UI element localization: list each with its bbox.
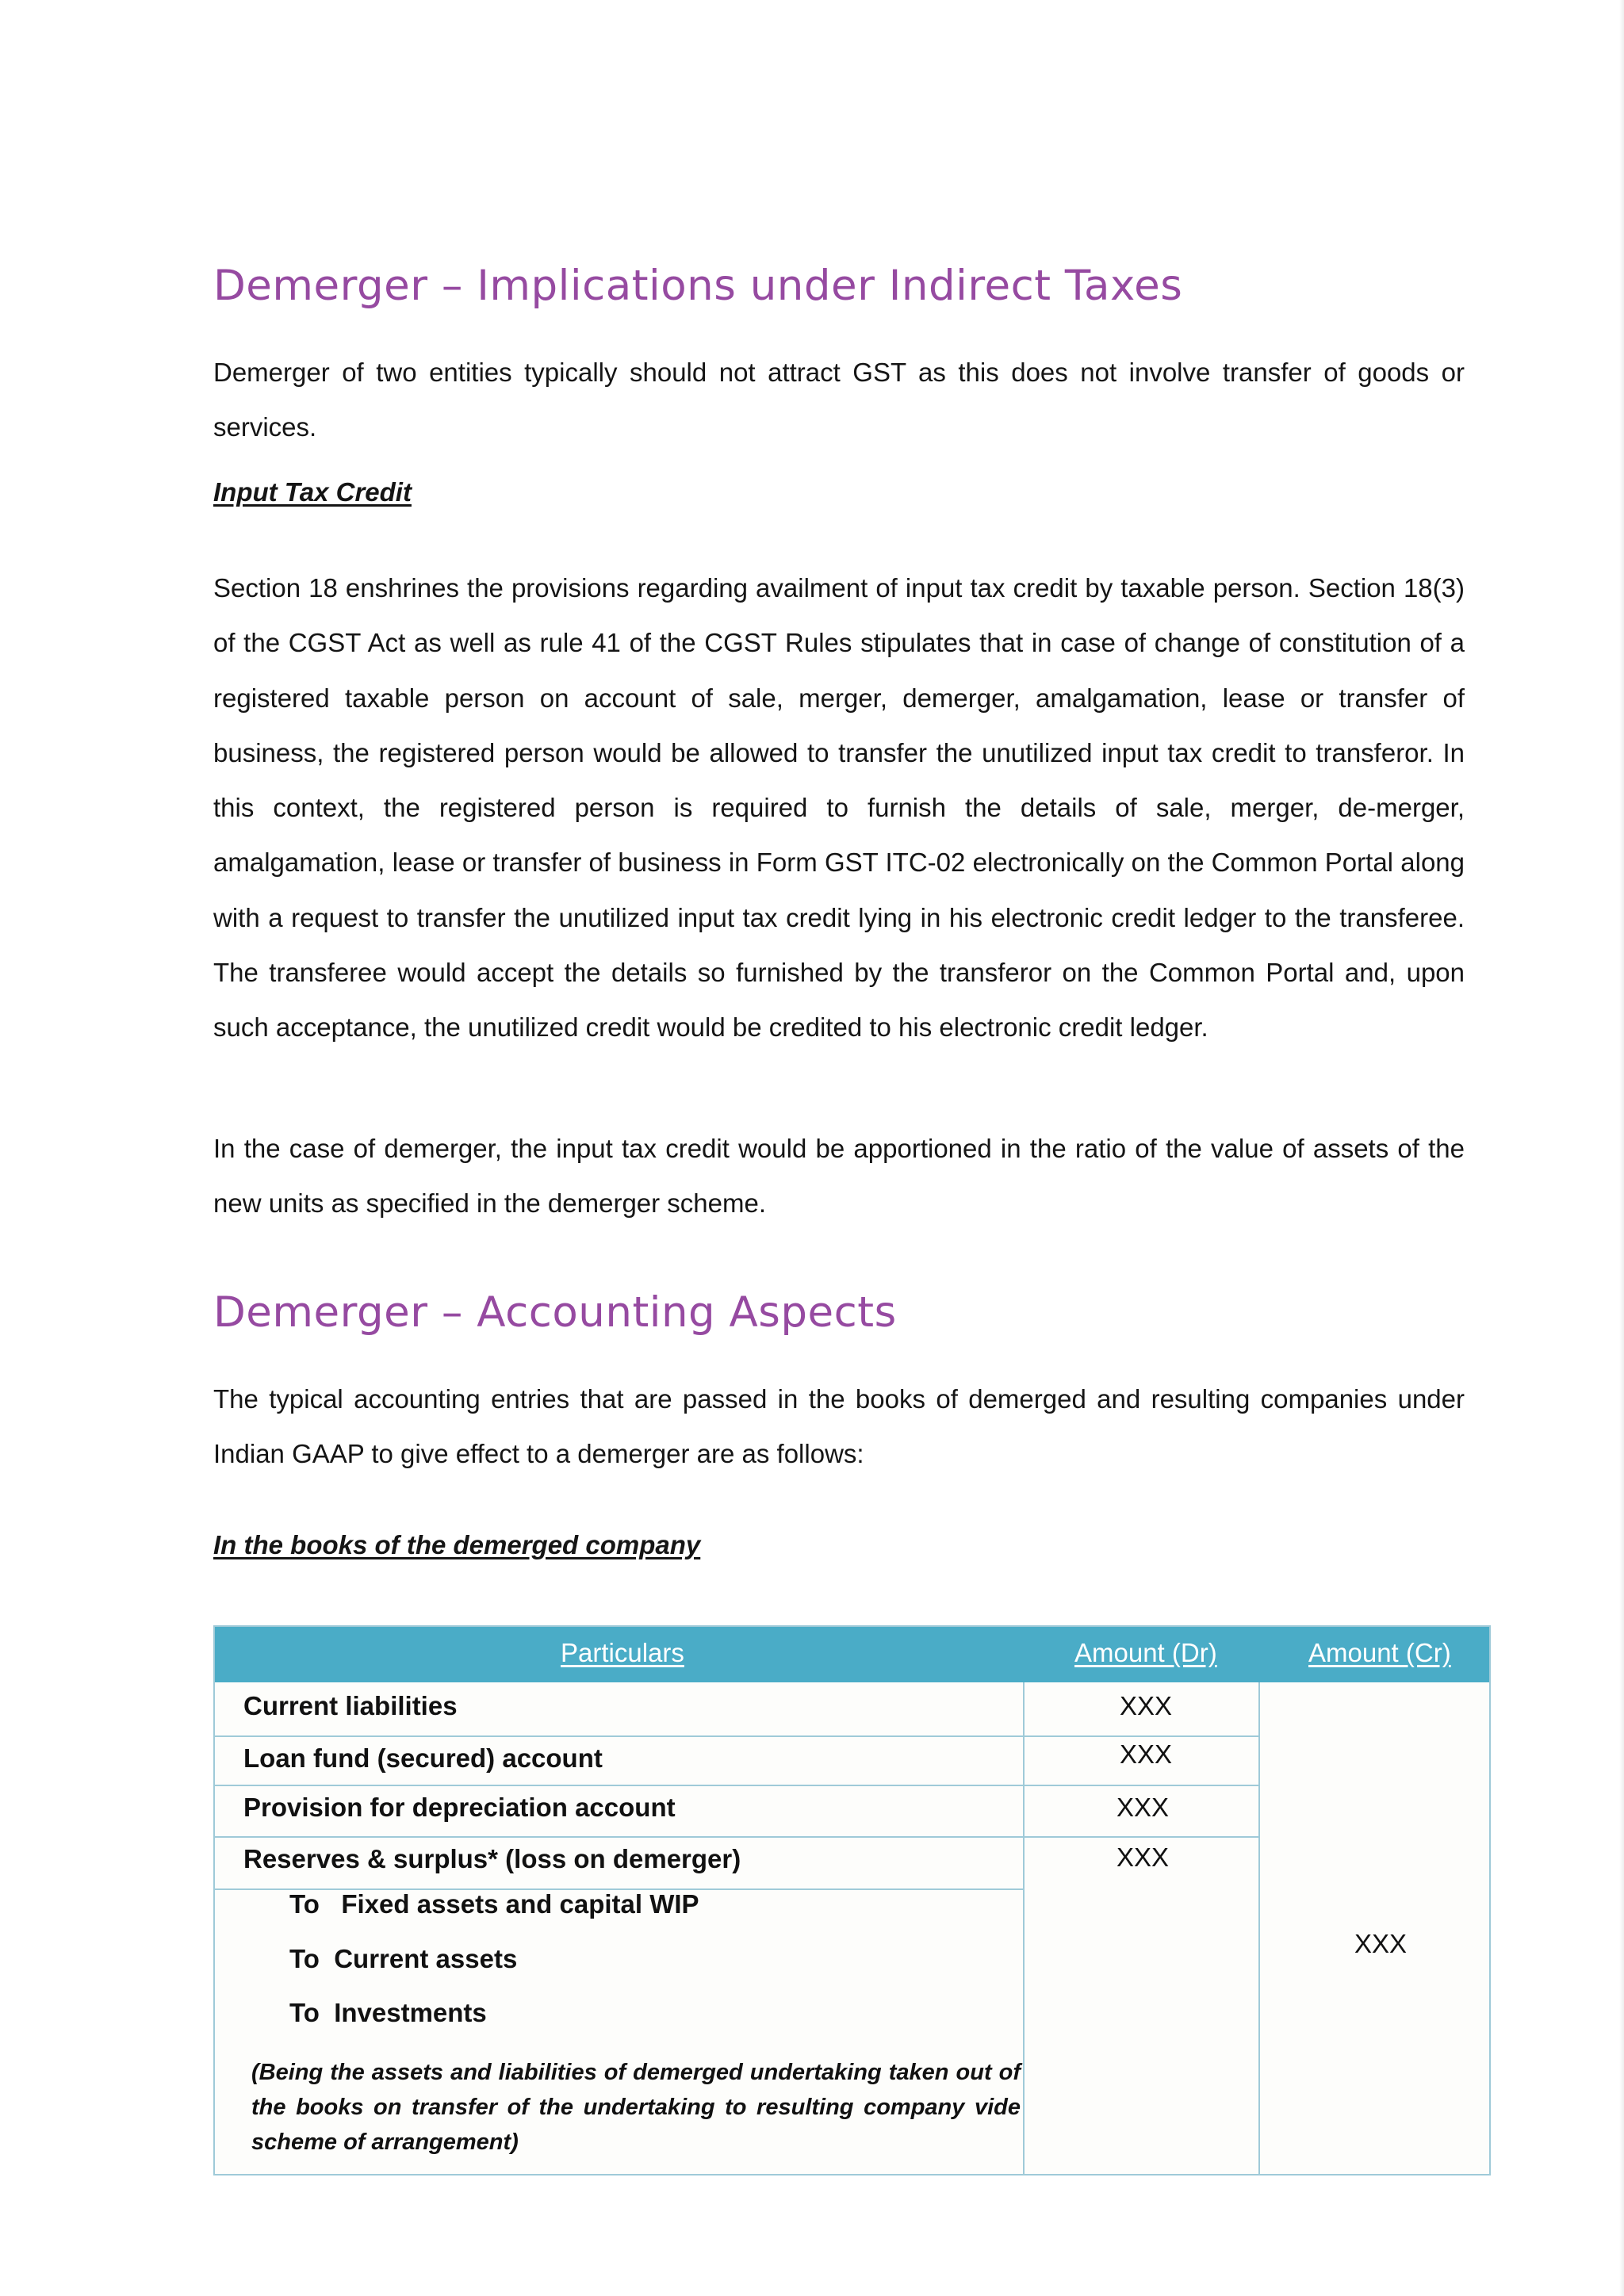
debit-row-amount: XXX bbox=[1120, 1739, 1173, 1769]
header-amount-cr: Amount (Cr) bbox=[1308, 1638, 1451, 1667]
column-divider-dr bbox=[1023, 1682, 1025, 2175]
debit-row-label: Current liabilities bbox=[243, 1691, 458, 1720]
row-divider bbox=[215, 1836, 1259, 1838]
debit-row-amount: XXX bbox=[1120, 1691, 1173, 1720]
table-header bbox=[215, 1627, 1489, 1682]
debit-row-label: Provision for depreciation account bbox=[243, 1793, 676, 1822]
itc-paragraph: Section 18 enshrines the provisions regarding availment of input tax credit by taxable person. Section 18(3) of the CGST Act as well as rule 41 of the CGST Rules stipulates that in case of change of constitution of a registered taxable person on account of sale, merger, demerger, amalgamation, lease or transfer of business, the registered person would be allowed to transfer the unutilized input tax credit to transferor. In this context, the registered person is required to furnish the details of sale, merger, de-merger, amalgamation, lease or transfer of business in Form GST ITC-02 electronically on the Common Portal along with a request to transfer the unutilized input tax credit lying in his electronic credit ledger to the transferee. The transferee would accept the details so furnished by the transferor on the Common Portal and, upon such acceptance, the unutilized credit would be credited to his electronic credit ledger. bbox=[213, 573, 1465, 1043]
credit-amount: XXX bbox=[1354, 1929, 1408, 1958]
credit-row-label: To Fixed assets and capital WIP bbox=[289, 1889, 699, 1919]
indirect-taxes-intro: Demerger of two entities typically should not attract GST as this does not involve transfer of goods or services. bbox=[213, 358, 1465, 442]
row-divider bbox=[215, 1735, 1259, 1737]
header-particulars: Particulars bbox=[561, 1638, 684, 1667]
page-edge-shadow bbox=[1619, 0, 1624, 2296]
journal-narration: (Being the assets and liabilities of demerged undertaking taken out of the books on transfer of the undertaking to resulting company vide scheme of arrangement) bbox=[251, 2060, 1021, 2155]
demerger-apportion-paragraph: In the case of demerger, the input tax credit would be apportioned in the ratio of the value of assets of the new units as specified in the demerger scheme. bbox=[213, 1134, 1465, 1219]
section-heading-accounting-aspects: Demerger – Accounting Aspects bbox=[213, 1288, 897, 1337]
journal-entry-table bbox=[213, 1625, 1491, 2175]
subheading-input-tax-credit: Input Tax Credit bbox=[213, 477, 412, 507]
subheading-demerged-company: In the books of the demerged company bbox=[213, 1530, 701, 1559]
debit-row-label: Loan fund (secured) account bbox=[243, 1743, 603, 1773]
section-heading-indirect-taxes: Demerger – Implications under Indirect Taxes bbox=[213, 262, 1183, 310]
credit-row-label: To Investments bbox=[289, 1998, 487, 2027]
row-divider bbox=[215, 1785, 1259, 1786]
debit-row-amount: XXX bbox=[1116, 1843, 1170, 1872]
credit-row-label: To Current assets bbox=[289, 1944, 518, 1973]
debit-row-amount: XXX bbox=[1116, 1793, 1170, 1822]
column-divider-cr bbox=[1258, 1682, 1260, 2175]
debit-row-label: Reserves & surplus* (loss on demerger) bbox=[243, 1844, 741, 1873]
header-amount-dr: Amount (Dr) bbox=[1074, 1638, 1217, 1667]
accounting-intro: The typical accounting entries that are passed in the books of demerged and resulting companies under Indian GAAP to give effect to a demerger are as follows: bbox=[213, 1384, 1465, 1469]
